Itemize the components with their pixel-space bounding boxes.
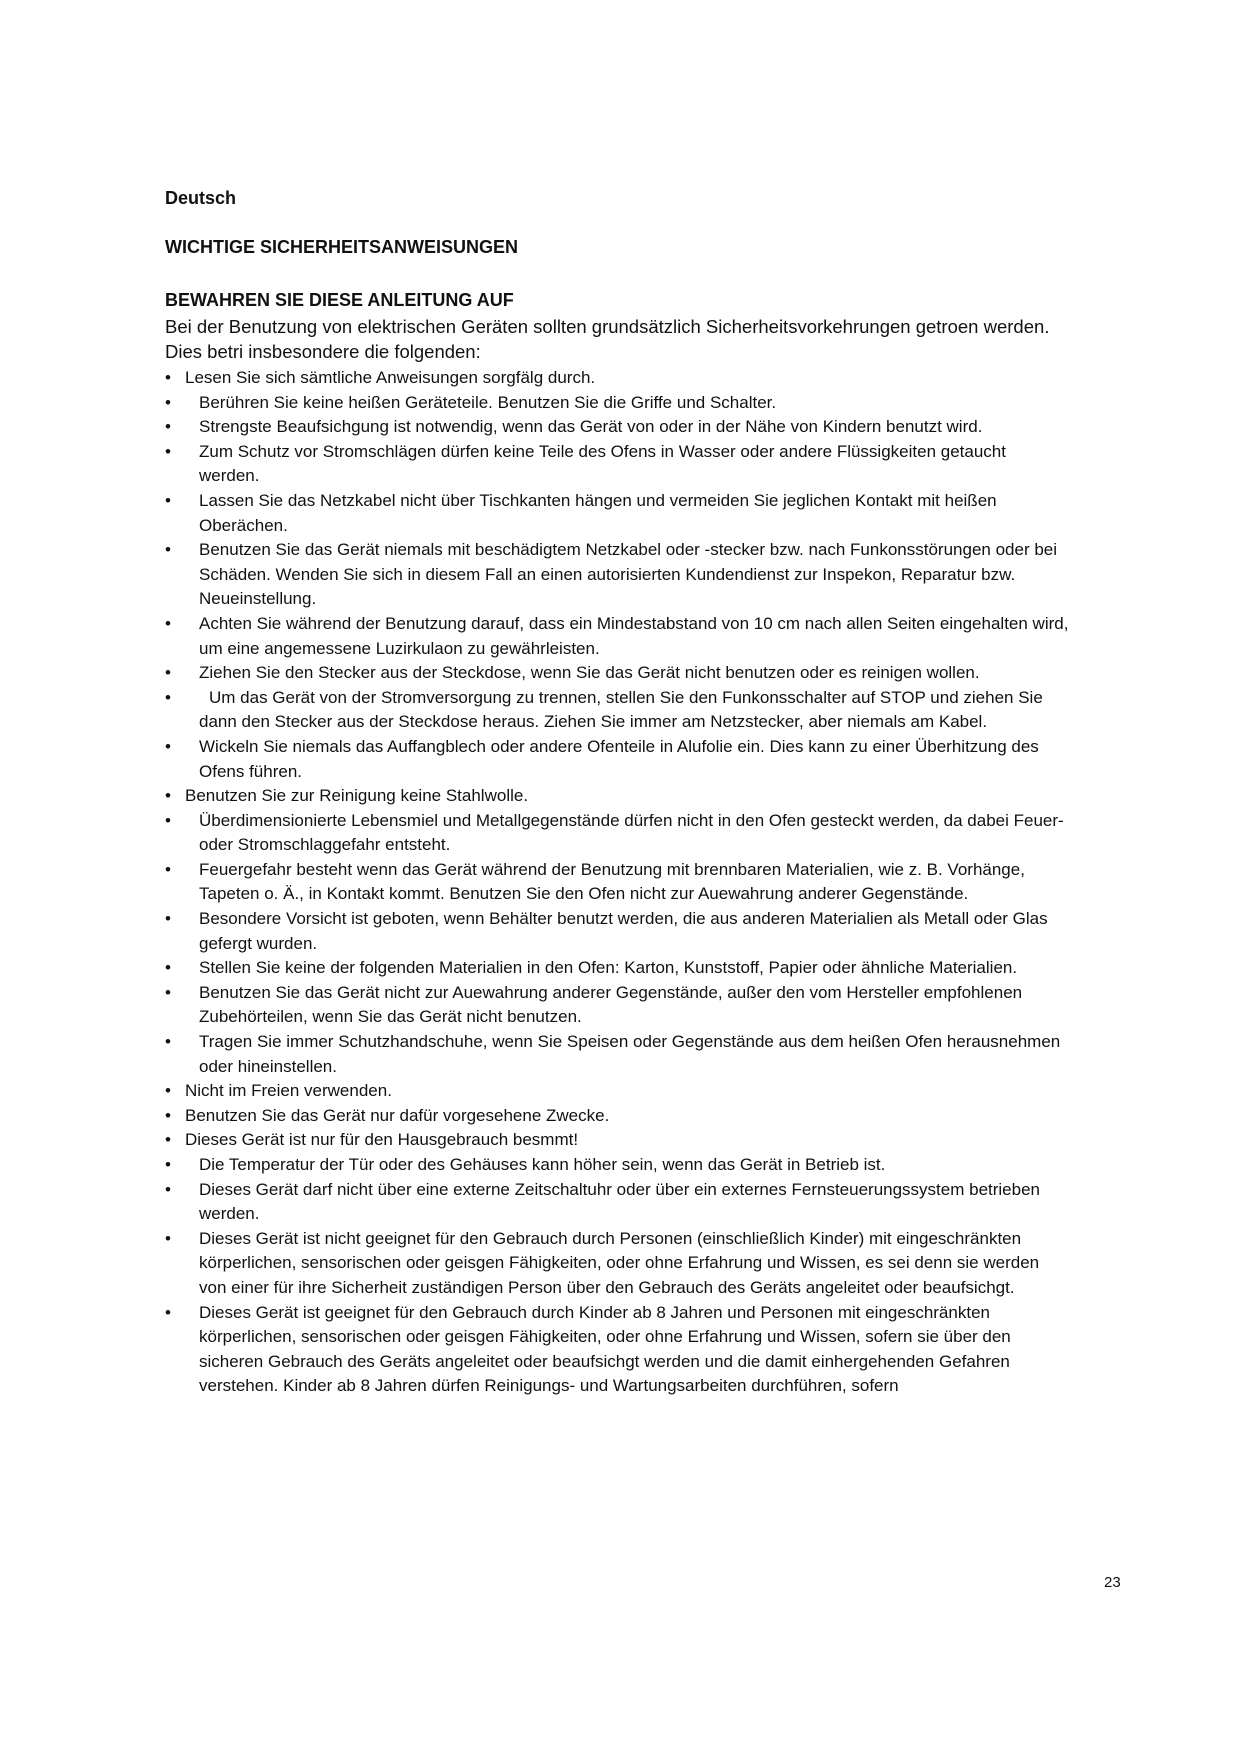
list-item — [165, 735, 1070, 784]
bullet-icon: • — [165, 1302, 171, 1322]
bullet-icon: • — [165, 810, 171, 830]
rule-text: Benutzen Sie das Gerät nur dafür vorgesehene Zwecke. — [185, 1105, 610, 1125]
rule-text: Stellen Sie keine der folgenden Materialien in den Ofen: Karton, Kunststoff, Papier oder ähnliche Materialien. — [199, 958, 1018, 978]
bullet-icon: • — [165, 958, 171, 978]
bullet-icon: • — [165, 1228, 171, 1248]
bullet-icon: • — [165, 786, 171, 806]
bullet-icon: • — [165, 392, 171, 412]
rule-text: Lesen Sie sich sämtliche Anweisungen sorgfälg durch. — [185, 368, 596, 387]
safety-rules-list — [165, 366, 1070, 1399]
rule-text: Berühren Sie keine heißen Geräteteile. Benutzen Sie die Griffe und Schalter. — [199, 392, 777, 412]
bullet-icon: • — [165, 417, 171, 437]
list-item — [165, 1153, 1070, 1178]
list-item — [165, 440, 1070, 489]
bullet-icon: • — [165, 1130, 171, 1150]
rule-text: Zum Schutz vor Stromschlägen dürfen keine Teile des Ofens in Wasser oder andere Flüssigkeiten getaucht werden. — [199, 441, 1006, 486]
rule-text: Dieses Gerät ist nicht geeignet für den Gebrauch durch Personen (einschließlich Kinder) mit eingeschränkten körperlichen, sensorischen oder geisgen Fähigkeiten, oder ohne Erfahrung und Wissen, es sei denn sie werden von einer für ihre Sicherheit zuständigen Person über den Gebrauch des Geräts angeleitet oder beaufsichgt. — [199, 1228, 1040, 1297]
intro-paragraph: Bei der Benutzung von elektrischen Geräten sollten grundsätzlich Sicherheitsvorkehrungen getroen werden. Dies betri insbesondere die folgenden: — [165, 316, 1050, 362]
list-item — [165, 1128, 1070, 1153]
list-item — [165, 391, 1070, 416]
bullet-icon: • — [165, 1179, 171, 1199]
rule-text: Strengste Beaufsichgung ist notwendig, wenn das Gerät von oder in der Nähe von Kindern benutzt wird. — [199, 417, 983, 437]
bullet-icon: • — [165, 859, 171, 879]
rule-text: Benutzen Sie zur Reinigung keine Stahlwolle. — [185, 786, 529, 806]
bullet-icon: • — [165, 540, 171, 560]
list-item — [165, 907, 1070, 956]
page-number: 23 — [1104, 1574, 1121, 1591]
list-item — [165, 366, 1070, 391]
list-item — [165, 858, 1070, 907]
bullet-icon: • — [165, 1105, 171, 1125]
rule-text: Nicht im Freien verwenden. — [185, 1081, 392, 1101]
bullet-icon: • — [165, 1081, 171, 1101]
bullet-icon: • — [165, 687, 171, 707]
rule-text: Überdimensionierte Lebensmiel und Metallgegenstände dürfen nicht in den Ofen gesteckt werden, da dabei Feuer- oder Stromschlaggefahr entsteht. — [199, 810, 1064, 855]
list-item — [165, 1079, 1070, 1104]
list-item — [165, 661, 1070, 686]
list-item — [165, 809, 1070, 858]
bullet-icon: • — [165, 1032, 171, 1052]
list-item — [165, 1227, 1070, 1301]
list-item — [165, 981, 1070, 1030]
list-item — [165, 489, 1070, 538]
list-item — [165, 1030, 1070, 1079]
bullet-icon: • — [165, 368, 171, 387]
safety-heading: WICHTIGE SICHERHEITSANWEISUNGEN — [165, 237, 519, 257]
list-item — [165, 1104, 1070, 1129]
language-label: Deutsch — [165, 188, 237, 208]
rule-text: Tragen Sie immer Schutzhandschuhe, wenn Sie Speisen oder Gegenstände aus dem heißen Ofen herausnehmen oder hineinstellen. — [199, 1032, 1061, 1076]
bullet-icon: • — [165, 441, 171, 461]
list-item — [165, 956, 1070, 981]
rule-text: Besondere Vorsicht ist geboten, wenn Behälter benutzt werden, die aus anderen Materialien als Metall oder Glas gefergt wurden. — [199, 909, 1048, 953]
rule-text: Ziehen Sie den Stecker aus der Steckdose, wenn Sie das Gerät nicht benutzen oder es reinigen wollen. — [199, 663, 980, 683]
rule-text: Feuergefahr besteht wenn das Gerät während der Benutzung mit brennbaren Materialien, wie z. B. Vorhänge, Tapeten o. Ä., in Kontakt kommt. Benutzen Sie den Ofen nicht zur Auewahrung anderer Gegenstände. — [199, 859, 1025, 904]
bullet-icon: • — [165, 1155, 171, 1174]
rule-text: Dieses Gerät darf nicht über eine externe Zeitschaltuhr oder über ein externes Fernsteuerungssystem betrieben werden. — [199, 1179, 1041, 1224]
rule-text: Dieses Gerät ist nur für den Hausgebrauch besmmt! — [185, 1130, 579, 1150]
bullet-icon: • — [165, 736, 171, 756]
bullet-icon: • — [165, 909, 171, 929]
keep-instructions-heading: BEWAHREN SIE DIESE ANLEITUNG AUF — [165, 290, 514, 310]
bullet-icon: • — [165, 982, 171, 1002]
rule-text: Lassen Sie das Netzkabel nicht über Tischkanten hängen und vermeiden Sie jeglichen Kontakt mit heißen Oberächen. — [199, 490, 997, 535]
rule-text: Achten Sie während der Benutzung darauf, dass ein Mindestabstand von 10 cm nach allen Seiten eingehalten wird, um eine angemessene Luzirkulaon zu gewährleisten. — [199, 613, 1069, 658]
list-item — [165, 784, 1070, 809]
rule-text: Wickeln Sie niemals das Auffangblech oder andere Ofenteile in Alufolie ein. Dies kann zu einer Überhitzung des Ofens führen. — [199, 736, 1039, 781]
list-item — [165, 415, 1070, 440]
list-item — [165, 612, 1070, 661]
rule-text: Um das Gerät von der Stromversorgung zu trennen, stellen Sie den Funkonsschalter auf STOP und ziehen Sie dann den Stecker aus der Steckdose heraus. Ziehen Sie immer am Netzstecker, aber niemals am Kabel. — [199, 687, 1043, 732]
list-item — [165, 538, 1070, 612]
list-item — [165, 1178, 1070, 1227]
rule-text: Dieses Gerät ist geeignet für den Gebrauch durch Kinder ab 8 Jahren und Personen mit eingeschränkten körperlichen, sensorischen oder geisgen Fähigkeiten, oder ohne Erfahrung und Wissen, sofern sie über den sicheren Gebrauch des Geräts angeleitet oder beaufsichgt werden und die damit einhergehenden Gefahren verstehen. Kinder ab 8 Jahren dürfen Reinigungs- und Wartungsarbeiten durchführen, sofern — [199, 1302, 1011, 1396]
bullet-icon: • — [165, 663, 171, 683]
list-item — [165, 1301, 1070, 1399]
rule-text: Die Temperatur der Tür oder des Gehäuses kann höher sein, wenn das Gerät in Betrieb ist. — [199, 1155, 886, 1174]
list-item — [165, 686, 1070, 735]
bullet-icon: • — [165, 613, 171, 633]
rule-text: Benutzen Sie das Gerät niemals mit beschädigtem Netzkabel oder -stecker bzw. nach Funkonsstörungen oder bei Schäden. Wenden Sie sich in diesem Fall an einen autorisierten Kundendienst zur Inspekon, Reparatur bzw. Neueinstellung. — [199, 540, 1058, 609]
bullet-icon: • — [165, 490, 171, 510]
rule-text: Benutzen Sie das Gerät nicht zur Auewahrung anderer Gegenstände, außer den vom Hersteller empfohlenen Zubehörteilen, wenn Sie das Gerät nicht benutzen. — [199, 982, 1023, 1027]
